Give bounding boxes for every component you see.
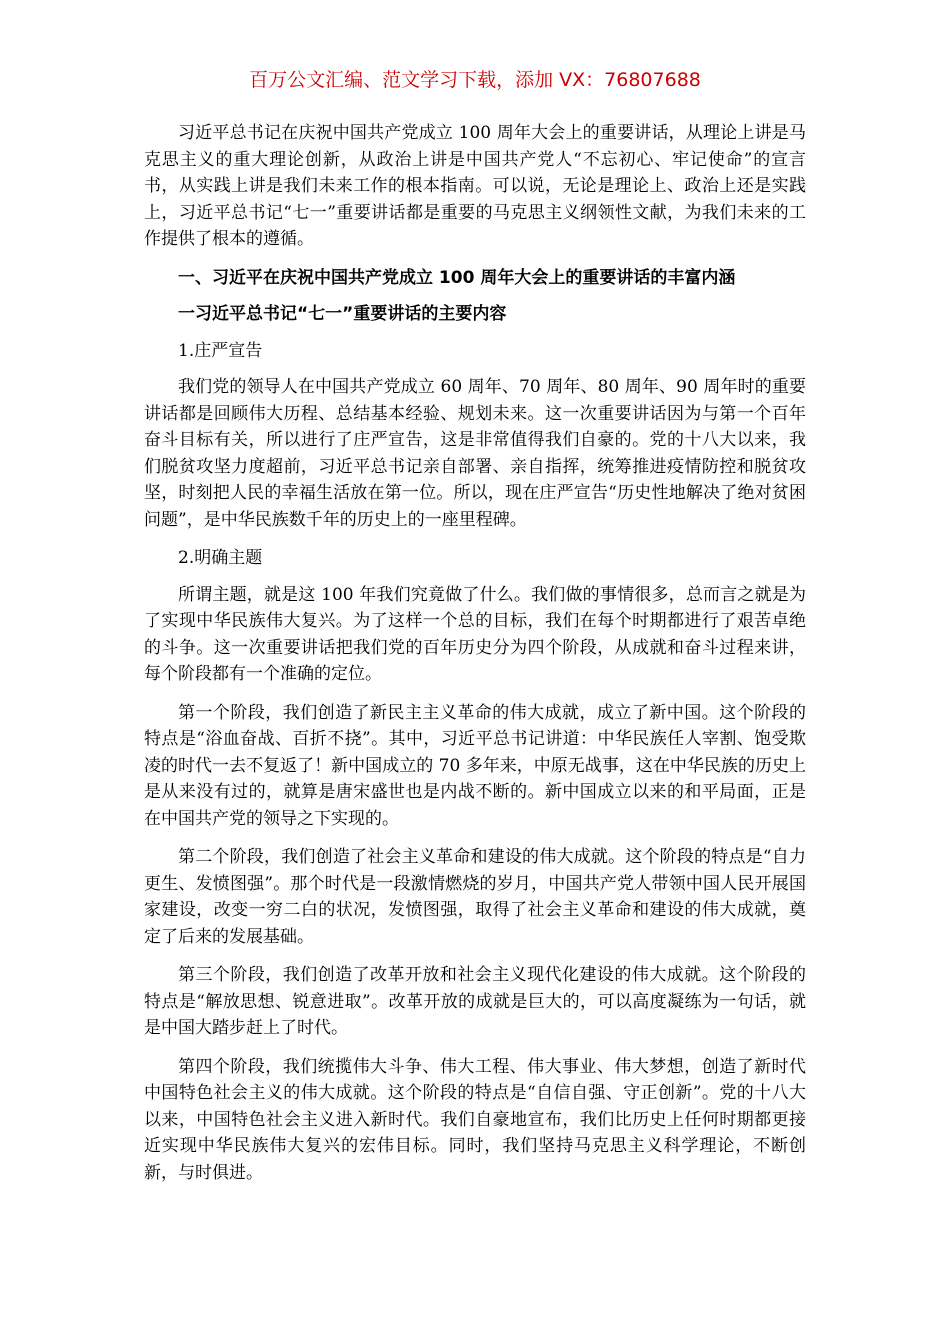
article-body: [144, 120, 806, 1198]
paragraph-1: 我们党的领导人在中国共产党成立 60 周年、70 周年、80 周年、90 周年时的重要讲话都是回顾伟大历程、总结基本经验、规划未来。这一次重要讲话因为与第一个百年奋斗目标有关，所以进行了庄严宣告，这是非常值得我们自豪的。党的十八大以来，我们脱贫攻坚力度超前，习近平总书记亲自部署、亲自指挥，统筹推进疫情防控和脱贫攻坚，时刻把人民的幸福生活放在第一位。所以，现在庄严宣告“历史性地解决了绝对贫困问题”，是中华民族数千年的历史上的一座里程碑。: [144, 377, 806, 530]
point-title-2: 2.明确主题: [178, 548, 263, 568]
header-banner: 百万公文汇编、范文学习下载，添加 VX：76807688: [249, 69, 701, 91]
intro-paragraph: 习近平总书记在庆祝中国共产党成立 100 周年大会上的重要讲话，从理论上讲是马克思主义的重大理论创新，从政治上讲是中国共产党人“不忘初心、牢记使命”的宣言书，从实践上讲是我们未来工作的根本指南。可以说，无论是理论上、政治上还是实践上，习近平总书记“七一”重要讲话都是重要的马克思主义纲领性文献，为我们未来的工作提供了根本的遵循。: [144, 123, 806, 249]
paragraph-3: 第一个阶段，我们创造了新民主主义革命的伟大成就，成立了新中国。这个阶段的特点是“浴血奋战、百折不挠”。其中，习近平总书记讲道：中华民族任人宰割、饱受欺凌的时代一去不复返了！新中国成立的 70 多年来，中原无战事，这在中华民族的历史上是从来没有过的，就算是唐宋盛世也是内战不断的。新中国成立以来的和平局面，正是在中国共产党的领导之下实现的。: [144, 702, 806, 829]
paragraph-6: 第四个阶段，我们统揽伟大斗争、伟大工程、伟大事业、伟大梦想，创造了新时代中国特色社会主义的伟大成就。这个阶段的特点是“自信自强、守正创新”。党的十八大以来，中国特色社会主义进入新时代。我们自豪地宣布，我们比历史上任何时期都更接近实现中华民族伟大复兴的宏伟目标。同时，我们坚持马克思主义科学理论，不断创新，与时俱进。: [144, 1056, 806, 1183]
paragraph-2: 所谓主题，就是这 100 年我们究竟做了什么。我们做的事情很多，总而言之就是为了实现中华民族伟大复兴。为了这样一个总的目标，我们在每个时期都进行了艰苦卓绝的斗争。这一次重要讲话把我们党的百年历史分为四个阶段，从成就和奋斗过程来讲，每个阶段都有一个准确的定位。: [144, 584, 806, 684]
point-title-1: 1.庄严宣告: [178, 340, 263, 361]
paragraph-4: 第二个阶段，我们创造了社会主义革命和建设的伟大成就。这个阶段的特点是“自力更生、发愤图强”。那个时代是一段激情燃烧的岁月，中国共产党人带领中国人民开展国家建设，改变一穷二白的状况，发愤图强，取得了社会主义革命和建设的伟大成就，奠定了后来的发展基础。: [144, 847, 806, 947]
paragraph-5: 第三个阶段，我们创造了改革开放和社会主义现代化建设的伟大成就。这个阶段的特点是“解放思想、锐意进取”。改革开放的成就是巨大的，可以高度凝练为一句话，就是中国大踏步赶上了时代。: [144, 965, 806, 1038]
section-heading: 一、习近平在庆祝中国共产党成立 100 周年大会上的重要讲话的丰富内涵: [178, 267, 736, 288]
subsection-heading: 一习近平总书记“七一”重要讲话的主要内容: [178, 304, 507, 324]
